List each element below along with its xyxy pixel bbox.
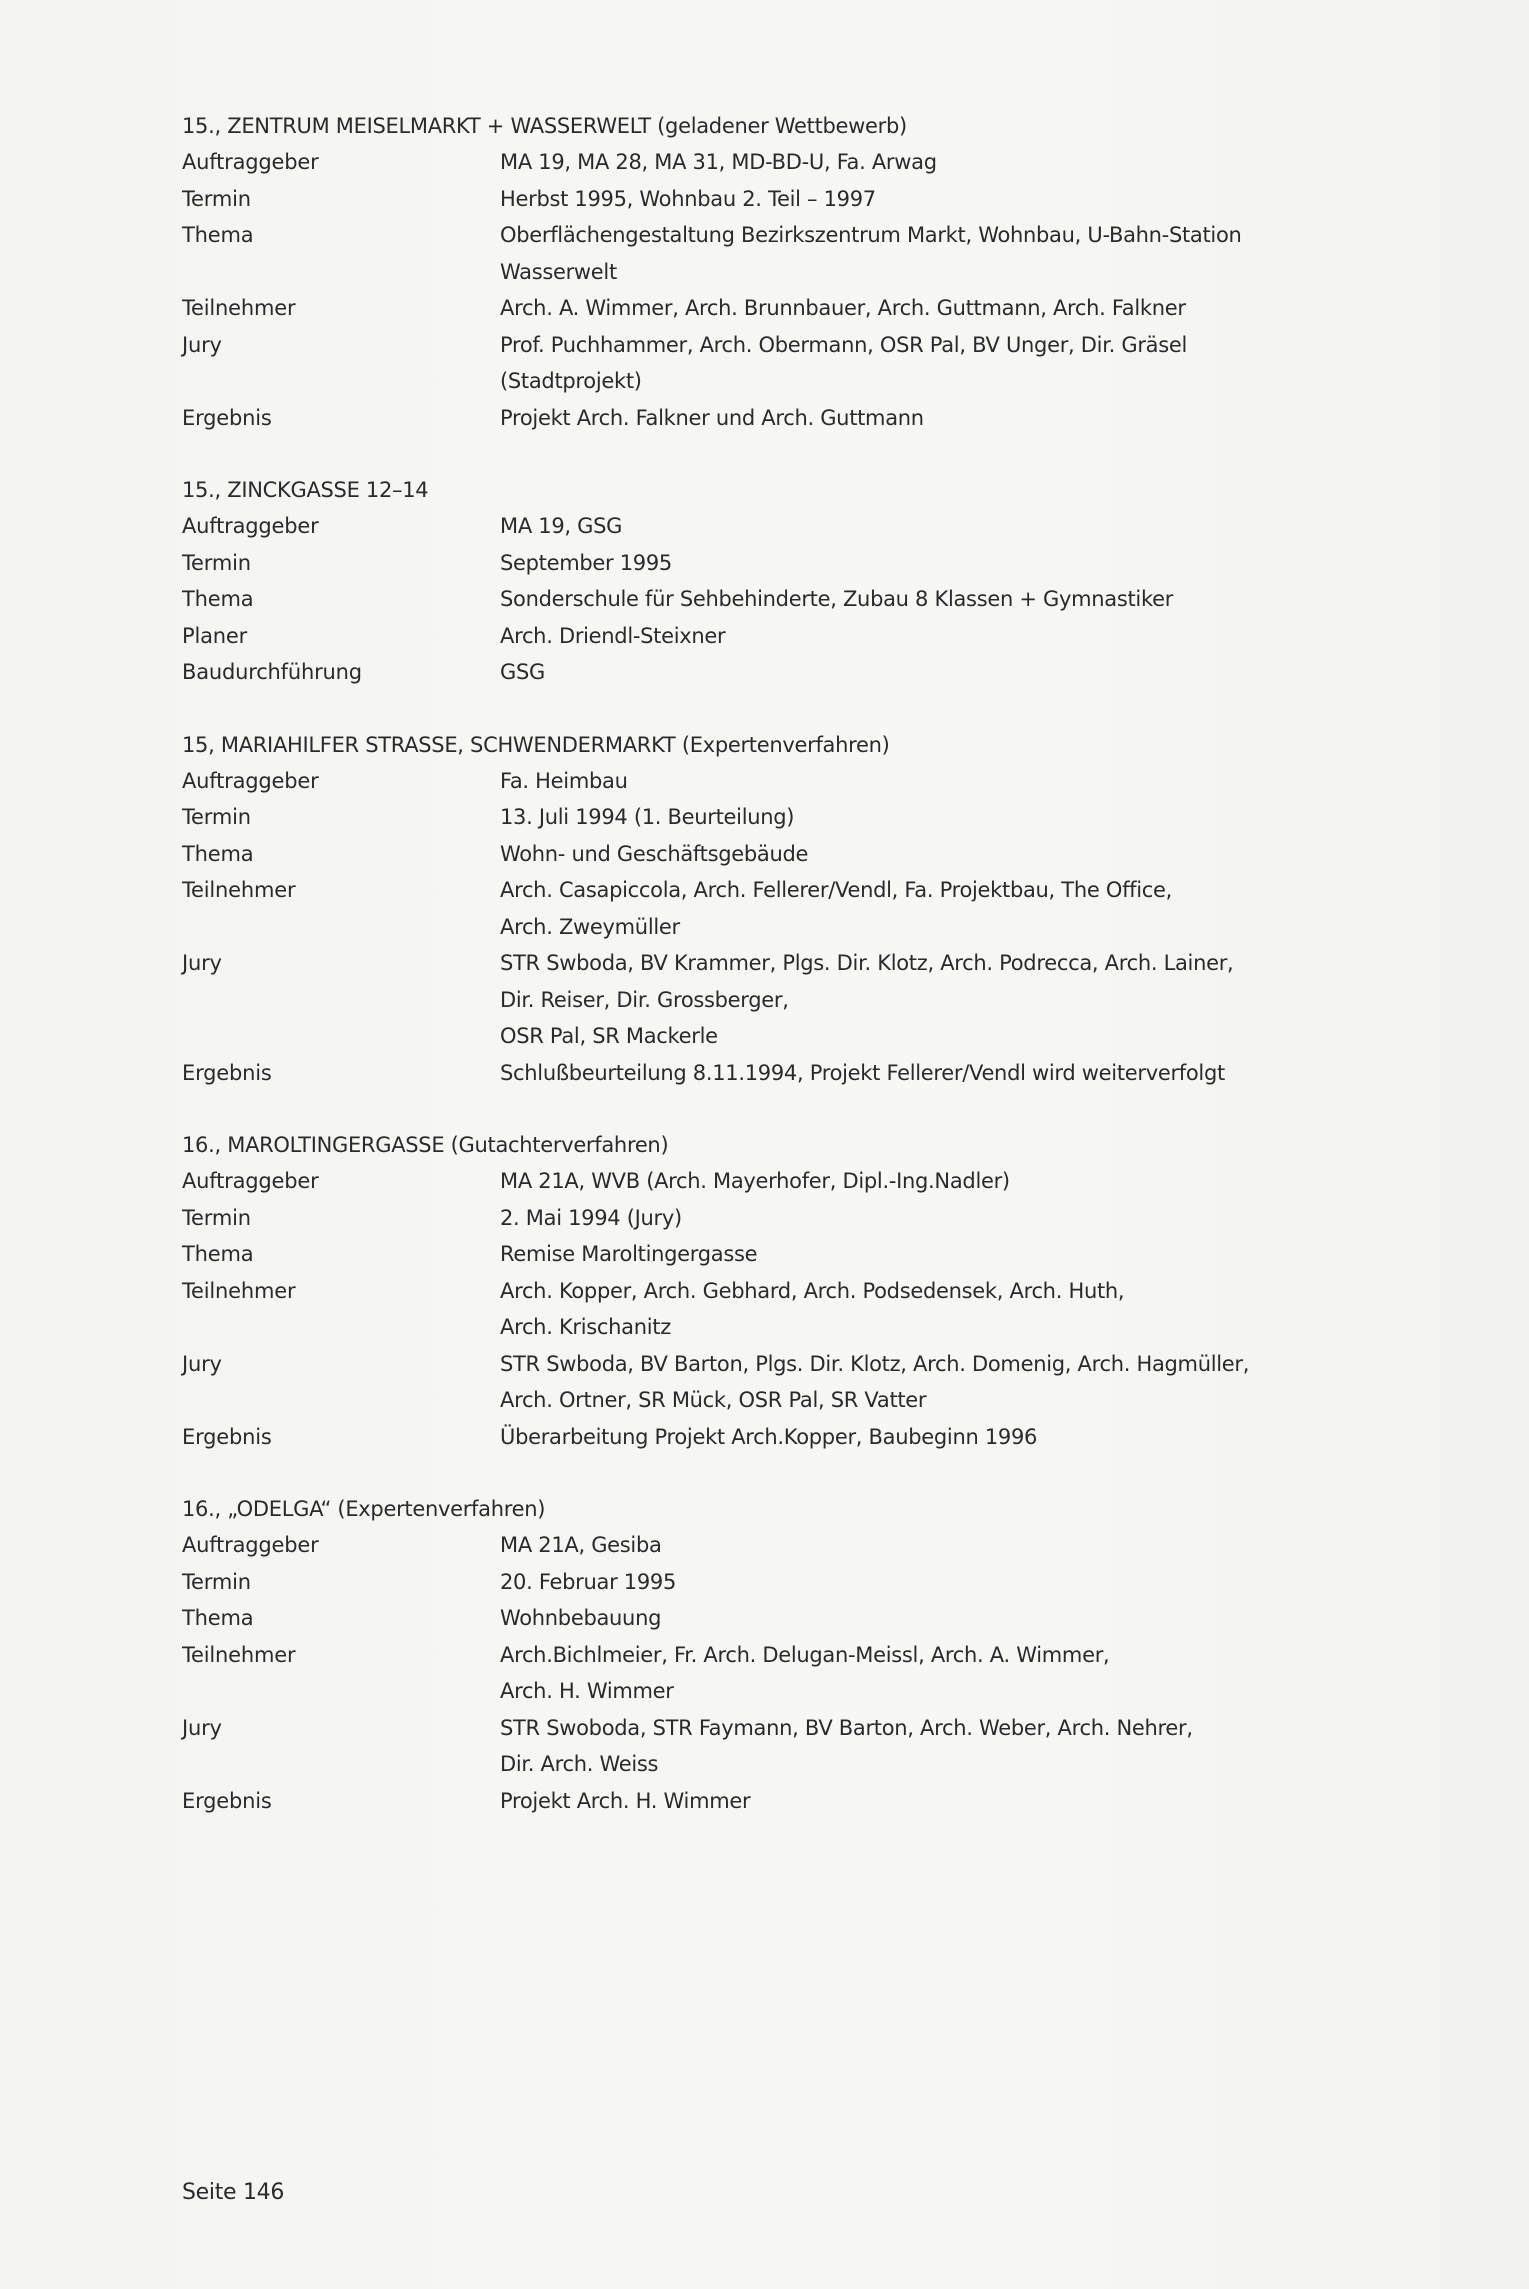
row-label: Thema xyxy=(182,1606,254,1630)
row-label: Ergebnis xyxy=(182,1788,272,1813)
row-value: MA 19, MA 28, MA 31, MD-BD-U, Fa. Arwag xyxy=(500,150,937,174)
row-value: STR Swboda, BV Krammer, Plgs. Dir. Klotz, Arch. Podrecca, Arch. Lainer, Dir. Reiser, Dir. Grossberger, OSR Pal, SR Mackerle xyxy=(500,951,1234,1048)
entry-odelga xyxy=(182,1491,1312,1819)
row-value: Sonderschule für Sehbehinderte, Zubau 8 Klassen + Gymnastiker xyxy=(500,587,1174,611)
entry-row xyxy=(182,327,1312,400)
row-value: Überarbeitung Projekt Arch.Kopper, Baubeginn 1996 xyxy=(500,1424,1038,1449)
entry-row xyxy=(182,545,1312,582)
row-label: Jury xyxy=(182,1715,222,1740)
row-value: Prof. Puchhammer, Arch. Obermann, OSR Pal, BV Unger, Dir. Gräsel (Stadtprojekt) xyxy=(500,332,1188,393)
row-label: Thema xyxy=(182,841,254,866)
entry-zentrum-meiselmarkt xyxy=(182,108,1312,436)
row-value: MA 21A, WVB (Arch. Mayerhofer, Dipl.-Ing.Nadler) xyxy=(500,1169,1010,1193)
entry-maroltingergasse xyxy=(182,1127,1312,1455)
row-value: STR Swoboda, STR Faymann, BV Barton, Arch. Weber, Arch. Nehrer, Dir. Arch. Weiss xyxy=(500,1715,1193,1776)
entry-row xyxy=(182,836,1312,873)
entry-row xyxy=(182,1236,1312,1273)
row-label: Teilnehmer xyxy=(182,878,296,902)
row-value: Projekt Arch. H. Wimmer xyxy=(500,1788,751,1813)
row-label: Ergebnis xyxy=(182,1424,272,1449)
entry-row xyxy=(182,799,1312,836)
row-value: Projekt Arch. Falkner und Arch. Guttmann xyxy=(500,405,924,430)
row-value: 20. Februar 1995 xyxy=(500,1569,677,1594)
entry-zinckgasse xyxy=(182,472,1312,691)
entry-row xyxy=(182,1527,1312,1564)
entry-row xyxy=(182,1200,1312,1237)
row-value: STR Swboda, BV Barton, Plgs. Dir. Klotz, Arch. Domenig, Arch. Hagmüller, Arch. Ortner, SR Mück, OSR Pal, SR Vatter xyxy=(500,1351,1250,1412)
row-value: Schlußbeurteilung 8.11.1994, Projekt Fellerer/Vendl wird weiterverfolgt xyxy=(500,1060,1225,1085)
row-label: Jury xyxy=(182,332,222,357)
entry-heading: 15., ZENTRUM MEISELMARKT + WASSERWELT (geladener Wettbewerb) xyxy=(182,114,907,138)
row-value: GSG xyxy=(500,660,545,684)
entry-row xyxy=(182,763,1312,800)
row-label: Thema xyxy=(182,1242,254,1266)
entry-row xyxy=(182,508,1312,545)
row-label: Planer xyxy=(182,623,248,648)
entry-row xyxy=(182,1564,1312,1601)
entry-heading: 16., MAROLTINGERGASSE (Gutachterverfahren) xyxy=(182,1133,669,1157)
row-value: Arch. Kopper, Arch. Gebhard, Arch. Podsedensek, Arch. Huth, Arch. Krischanitz xyxy=(500,1278,1125,1339)
row-label: Auftraggeber xyxy=(182,1169,319,1193)
row-value: Herbst 1995, Wohnbau 2. Teil – 1997 xyxy=(500,186,876,211)
row-label: Auftraggeber xyxy=(182,150,319,174)
entry-row xyxy=(182,1600,1312,1637)
entry-row xyxy=(182,400,1312,437)
row-value: Wohn- und Geschäftsgebäude xyxy=(500,841,809,866)
row-label: Thema xyxy=(182,223,254,247)
row-label: Auftraggeber xyxy=(182,514,319,538)
entry-row xyxy=(182,618,1312,655)
entry-row xyxy=(182,290,1312,327)
row-label: Jury xyxy=(182,951,222,975)
entry-row xyxy=(182,581,1312,618)
row-value: Wohnbebauung xyxy=(500,1606,662,1630)
row-value: Fa. Heimbau xyxy=(500,768,628,793)
entry-row xyxy=(182,1710,1312,1783)
row-value: Arch.Bichlmeier, Fr. Arch. Delugan-Meissl, Arch. A. Wimmer, Arch. H. Wimmer xyxy=(500,1642,1110,1703)
row-label: Termin xyxy=(182,805,251,829)
entry-row xyxy=(182,1783,1312,1820)
row-label: Auftraggeber xyxy=(182,768,319,793)
entry-row xyxy=(182,1273,1312,1346)
row-value: Arch. A. Wimmer, Arch. Brunnbauer, Arch. Guttmann, Arch. Falkner xyxy=(500,296,1186,320)
entry-heading: 15., ZINCKGASSE 12–14 xyxy=(182,478,429,502)
entry-row xyxy=(182,1163,1312,1200)
row-label: Teilnehmer xyxy=(182,1278,296,1303)
row-label: Thema xyxy=(182,587,254,611)
page-number: Seite 146 xyxy=(182,2180,285,2205)
entry-row xyxy=(182,1346,1312,1419)
row-value: 13. Juli 1994 (1. Beurteilung) xyxy=(500,805,795,829)
entry-row xyxy=(182,181,1312,218)
entry-row xyxy=(182,1055,1312,1092)
row-label: Termin xyxy=(182,1205,251,1230)
row-label: Jury xyxy=(182,1351,222,1376)
entry-mariahilfer-strasse xyxy=(182,727,1312,1092)
entry-row xyxy=(182,872,1312,945)
entry-row xyxy=(182,945,1312,1055)
row-label: Ergebnis xyxy=(182,1060,272,1085)
row-label: Termin xyxy=(182,550,251,575)
row-value: Arch. Driendl-Steixner xyxy=(500,623,726,648)
entry-row xyxy=(182,1419,1312,1456)
entry-row xyxy=(182,654,1312,691)
row-label: Auftraggeber xyxy=(182,1533,319,1557)
row-value: Remise Maroltingergasse xyxy=(500,1242,758,1266)
row-value: MA 21A, Gesiba xyxy=(500,1533,662,1557)
row-value: September 1995 xyxy=(500,550,672,575)
row-value: 2. Mai 1994 (Jury) xyxy=(500,1205,682,1230)
row-value: Oberflächengestaltung Bezirkszentrum Markt, Wohnbau, U-Bahn-Station Wasserwelt xyxy=(500,223,1242,284)
entry-row xyxy=(182,217,1312,290)
row-label: Teilnehmer xyxy=(182,1642,296,1667)
row-value: Arch. Casapiccola, Arch. Fellerer/Vendl, Fa. Projektbau, The Office, Arch. Zweymüller xyxy=(500,878,1173,939)
row-label: Baudurchführung xyxy=(182,660,362,684)
row-label: Termin xyxy=(182,186,251,211)
row-label: Teilnehmer xyxy=(182,296,296,320)
entry-row xyxy=(182,144,1312,181)
entry-heading: 16., „ODELGA“ (Expertenverfahren) xyxy=(182,1497,546,1521)
document-content xyxy=(182,108,1312,1855)
row-label: Termin xyxy=(182,1569,251,1594)
row-value: MA 19, GSG xyxy=(500,514,623,538)
entry-heading: 15, MARIAHILFER STRASSE, SCHWENDERMARKT (Expertenverfahren) xyxy=(182,732,890,757)
row-label: Ergebnis xyxy=(182,405,272,430)
entry-row xyxy=(182,1637,1312,1710)
